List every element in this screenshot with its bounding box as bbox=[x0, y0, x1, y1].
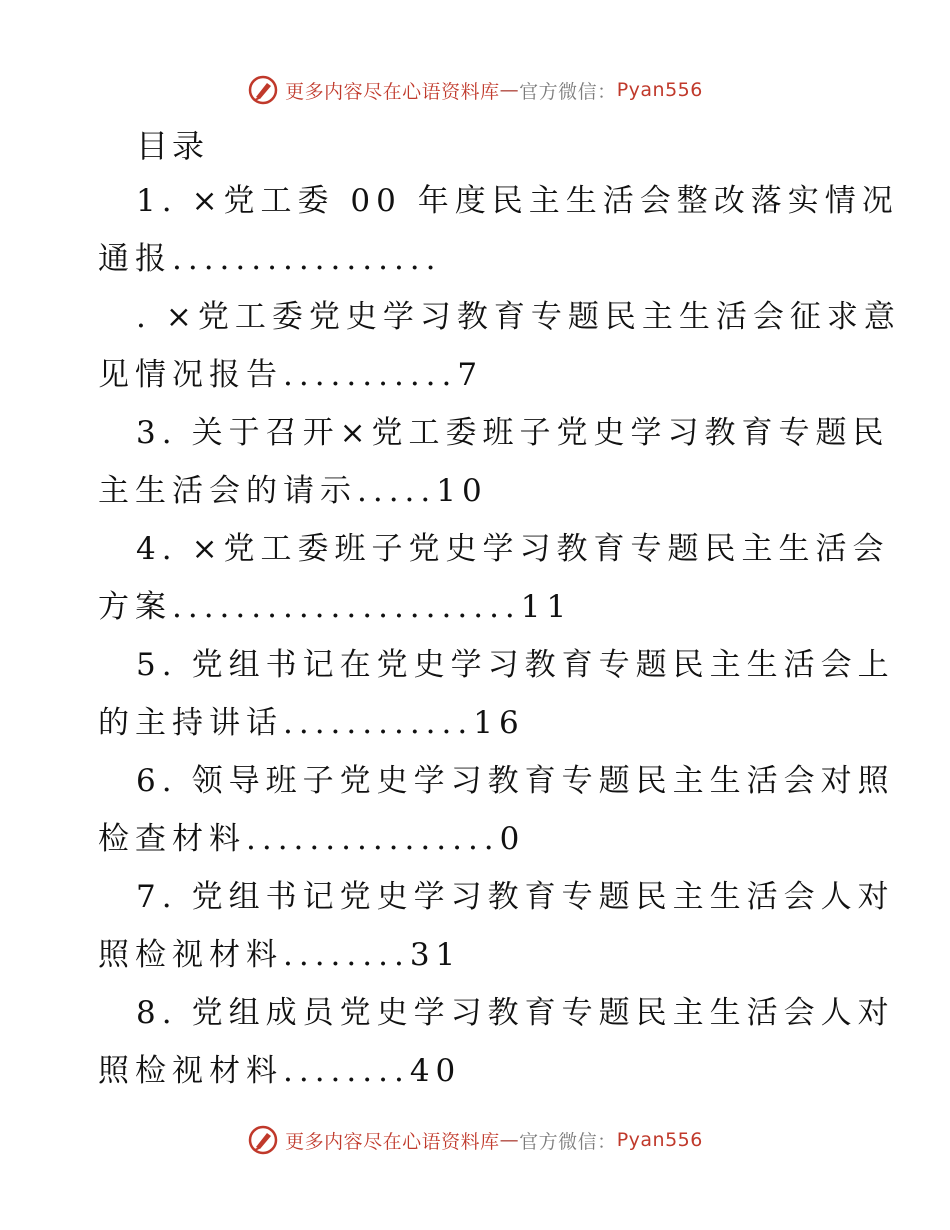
toc-item-number: . bbox=[136, 299, 152, 335]
quill-pen-icon bbox=[247, 74, 279, 106]
watermark-brand: 更多内容尽在心语资料库 bbox=[285, 1130, 500, 1153]
toc-item-number: 6. bbox=[136, 763, 178, 799]
toc-item-number: 7. bbox=[136, 879, 178, 915]
toc-item-title: 党组书记在党史学习教育专题民主生活会上 bbox=[191, 647, 895, 683]
toc-item-title: 党组书记党史学习教育专题民主生活会人对 bbox=[191, 879, 895, 915]
quill-pen-icon bbox=[247, 1124, 279, 1156]
toc-item-number: 3. bbox=[136, 415, 178, 451]
toc-item-title-continued: 照检视材料........40 bbox=[98, 1053, 462, 1089]
toc-item-title-continued: 方案......................11 bbox=[98, 589, 573, 625]
toc-item bbox=[98, 172, 899, 288]
toc-item-number: 4. bbox=[136, 531, 178, 567]
toc-item-title: 领导班子党史学习教育专题民主生活会对照 bbox=[191, 763, 895, 799]
toc-item bbox=[98, 984, 895, 1100]
toc-item-title-continued: 见情况报告...........7 bbox=[98, 357, 484, 393]
toc-item-title-continued: 照检视材料........31 bbox=[98, 937, 462, 973]
toc-item-number: 8. bbox=[136, 995, 178, 1031]
toc-heading: 目录 bbox=[136, 127, 209, 165]
watermark-separator: — bbox=[499, 79, 520, 101]
toc-item bbox=[98, 520, 890, 636]
watermark-account: Pyan556 bbox=[616, 1129, 703, 1151]
header-watermark bbox=[0, 74, 950, 106]
toc-item-number: 1. bbox=[136, 183, 178, 219]
toc-item-title-continued: 的主持讲话............16 bbox=[98, 705, 525, 741]
toc-item bbox=[98, 636, 895, 752]
table-of-contents bbox=[98, 120, 901, 1100]
footer-watermark bbox=[0, 1124, 950, 1156]
toc-item-title: ×党工委班子党史学习教育专题民主生活会 bbox=[191, 531, 890, 567]
toc-item-title-continued: 主生活会的请示.....10 bbox=[98, 473, 488, 509]
toc-item bbox=[98, 752, 895, 868]
toc-item-title: 党组成员党史学习教育专题民主生活会人对 bbox=[191, 995, 895, 1031]
toc-item-title-continued: 通报................. bbox=[98, 241, 442, 277]
toc-item-title: ×党工委 00 年度民主生活会整改落实情况 bbox=[191, 183, 899, 219]
watermark-account: Pyan556 bbox=[616, 79, 703, 101]
toc-item bbox=[98, 868, 895, 984]
toc-item bbox=[98, 404, 890, 520]
toc-item-title-continued: 检查材料................0 bbox=[98, 821, 526, 857]
toc-item-title: ×党工委党史学习教育专题民主生活会征求意 bbox=[165, 299, 901, 335]
watermark-label: 官方微信： bbox=[519, 1130, 617, 1153]
toc-item bbox=[98, 288, 901, 404]
watermark-label: 官方微信： bbox=[519, 80, 617, 103]
watermark-separator: — bbox=[499, 1129, 520, 1151]
watermark-brand: 更多内容尽在心语资料库 bbox=[285, 80, 500, 103]
toc-item-title: 关于召开×党工委班子党史学习教育专题民 bbox=[191, 415, 890, 451]
toc-item-number: 5. bbox=[136, 647, 178, 683]
